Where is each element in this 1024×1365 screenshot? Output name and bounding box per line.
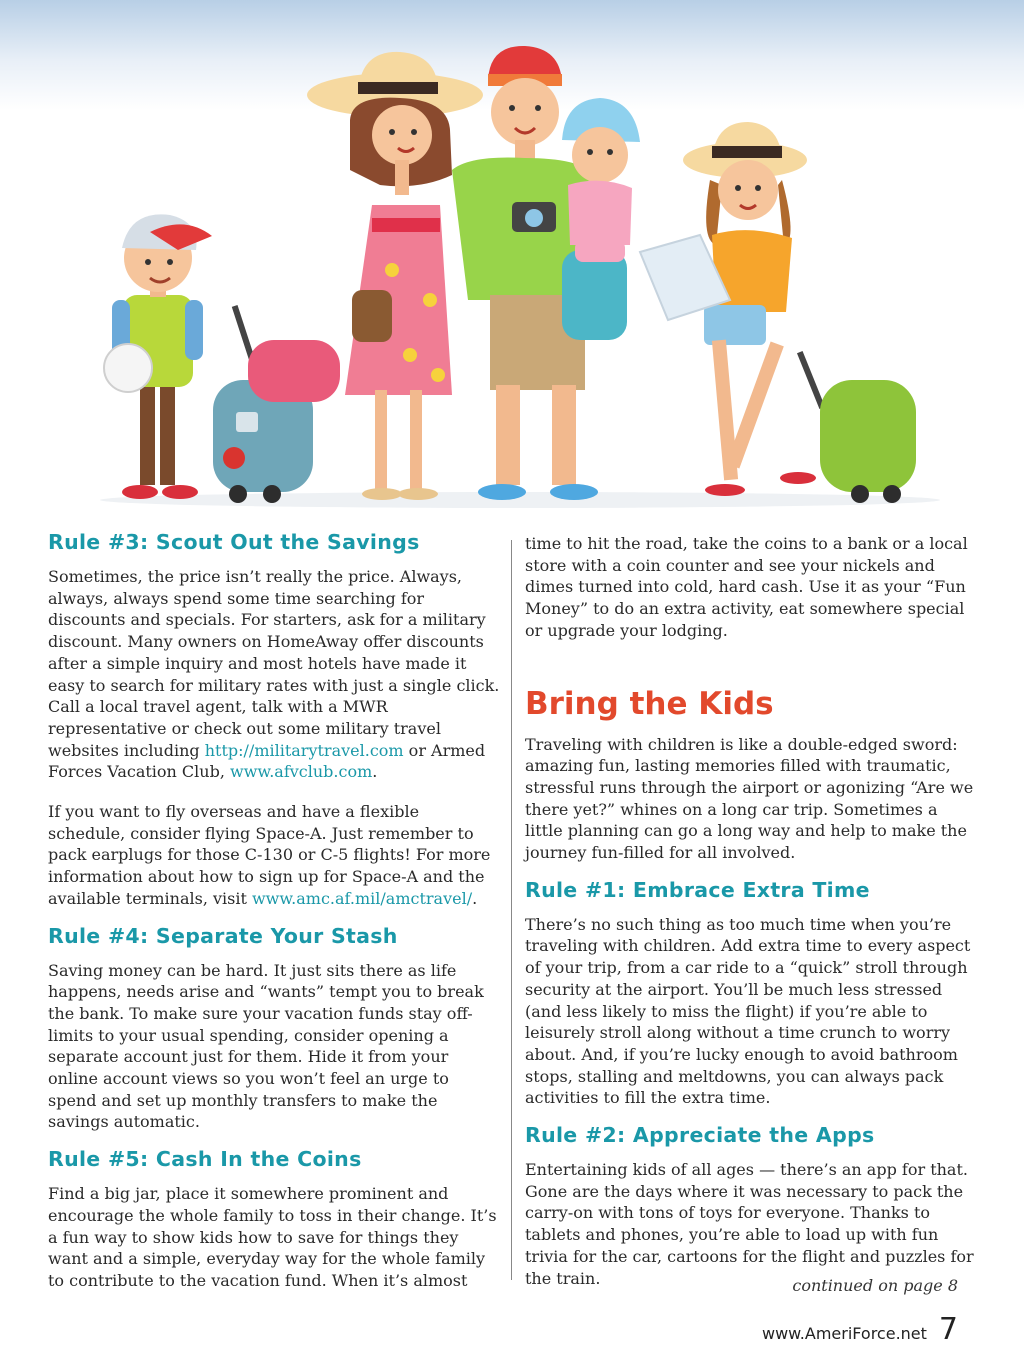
rule3-text-a: Sometimes, the price isn’t really the price. Always, always, always spend some time searching for discounts and specials. For starters, ask for a military discount. Many owners on HomeAway offer discounts after a simple inquiry and most hotels have made it easy to search for military rates with just a single click. Call a local travel agent, talk with a MWR representative or check out some military travel websites including [48, 567, 500, 760]
column-divider [511, 540, 512, 1280]
blue-suitcase [213, 305, 313, 503]
mom-figure [307, 52, 483, 500]
page-number: 7 [938, 1312, 958, 1347]
rule2-paragraph: Entertaining kids of all ages — there’s an app for that. Gone are the days where it was necessary to pack the carry-on with tons of toys for everyone. Thanks to tablets and phones, you’re able to load up with fun trivia for the car, cartoons for the flight and puzzles for the train. [525, 1160, 974, 1288]
rule3-paragraph-1 [48, 566, 500, 783]
boy-figure [104, 214, 212, 499]
rule3-text-c: . [372, 762, 378, 782]
rule5-paragraph: Find a big jar, place it somewhere prominent and encourage the whole family to toss in their change. It’s a fun way to show kids how to save for things they want and a simple, everyday way for the whole family to contribute to the vacation fund. When it’s almost [48, 1184, 497, 1290]
section-title: Bring the Kids [525, 685, 774, 722]
page-footer [762, 1312, 958, 1347]
militarytravel-link[interactable]: http://militarytravel.com [204, 740, 404, 760]
rule3-paragraph-2 [48, 801, 500, 910]
site-url: www.AmeriForce.net [762, 1324, 927, 1343]
green-suitcase [797, 351, 916, 503]
family-travel-illustration [0, 0, 1024, 520]
rule2-heading: Rule #2: Appreciate the Apps [525, 1123, 875, 1148]
rule1-paragraph: There’s no such thing as too much time when you’re traveling with children. Add extra time to every aspect of your trip, from a car ride to a “quick” stroll through security at the airport. You’ll be much less stressed (and less likely to miss the flight) if you’re able to leisurely stroll along without a time crunch to worry about. And, if you’re lucky enough to avoid bathroom stops, stalling and meltdowns, you can always pack activities to fill the extra time. [525, 914, 971, 1108]
rule4-heading: Rule #4: Separate Your Stash [48, 923, 398, 948]
amc-link[interactable]: www.amc.af.mil/amctravel/ [251, 888, 473, 908]
rule3-text-d: If you want to fly overseas and have a flexible schedule, consider flying Space-A. Just remember to pack earplugs for those C-130 or C-5 flights! For more information about how to sign up for Space-A and the available terminals, visit [48, 802, 491, 908]
right-column [525, 533, 975, 1289]
continued-paragraph: time to hit the road, take the coins to a bank or a local store with a coin counter and see your nickels and dimes turned into cold, hard cash. Use it as your “Fun Money” to do an extra activity, eat somewhere special or upgrade your lodging. [525, 534, 968, 640]
rule3-heading: Rule #3: Scout Out the Savings [48, 530, 420, 554]
girl-figure [640, 122, 816, 496]
afvclub-link[interactable]: www.afvclub.com [230, 762, 373, 782]
continued-note: continued on page 8 [792, 1276, 958, 1295]
rule5-heading: Rule #5: Cash In the Coins [48, 1147, 362, 1172]
hero-illustration [0, 0, 1024, 520]
rule4-paragraph: Saving money can be hard. It just sits there as life happens, needs arise and “wants” tempt you to break the bank. To make sure your vacation funds stay off-limits to your usual spending, consider opening a separate account just for them. Hide it from your online account views so you won’t feel an urge to spend and set up monthly transfers to make the savings automatic. [48, 960, 484, 1132]
left-column [48, 530, 500, 1292]
rule3-text-e: . [472, 888, 478, 908]
pink-bag [248, 340, 340, 402]
intro-paragraph: Traveling with children is like a double-edged sword: amazing fun, lasting memories filled with traumatic, stressful runs through the airport or agonizing “Are we there yet?” whines on a long car trip. Sometimes a little planning can go a long way and help to make the journey fun-filled for all involved. [525, 734, 974, 863]
rule3-text-b: or Armed Forces Vacation Club, [48, 740, 486, 782]
rule1-heading: Rule #1: Embrace Extra Time [525, 877, 870, 902]
